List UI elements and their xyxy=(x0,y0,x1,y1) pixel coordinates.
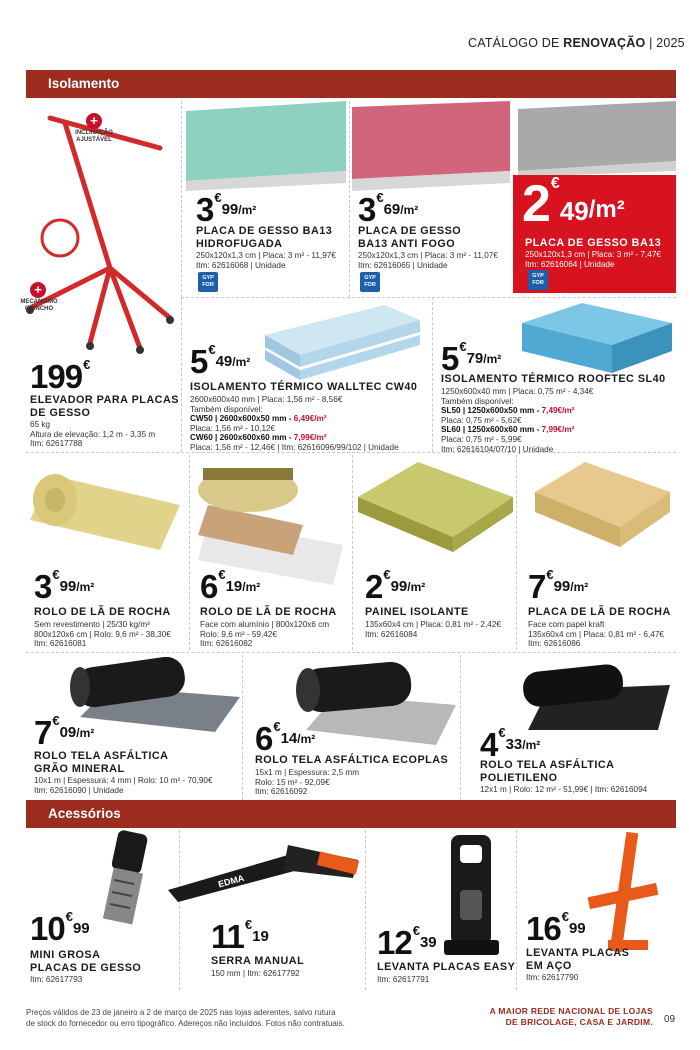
price: $4^€33^{/m^2}$ xyxy=(480,725,541,763)
product-desc: Itm: 62617791 xyxy=(377,975,430,984)
product-desc: 10x1 m | Espessura: 4 mm | Rolo: 10 m² - 70,90€ Itm: 62616090 | Unidade xyxy=(34,776,213,795)
product-title: MINI GROSA PLACAS DE GESSO xyxy=(30,949,142,974)
rockwool-roll-image xyxy=(30,465,182,550)
product-title: ROLO DE LÃ DE ROCHA xyxy=(200,606,337,618)
green-plasterboard-image xyxy=(186,101,346,191)
price: $5^€79^{/m^2}$ xyxy=(441,339,502,377)
divider xyxy=(26,652,676,653)
foil-rockwool-roll-image xyxy=(193,460,348,585)
divider xyxy=(352,455,353,650)
pink-plasterboard-image xyxy=(352,101,510,191)
asphalt-roll-polyethylene-image xyxy=(518,660,670,735)
price: 10€99 xyxy=(30,909,90,947)
divider xyxy=(516,830,517,990)
gypfor-logo-icon: GYP FOR xyxy=(528,270,548,290)
product-title: ROLO TELA ASFÁLTICA POLIETILENO xyxy=(480,759,615,784)
price: $7^€09^{/m^2}$ xyxy=(34,713,95,751)
steel-panel-lifter-image xyxy=(583,830,663,960)
product-title: ISOLAMENTO TÉRMICO ROOFTEC SL40 xyxy=(441,373,666,385)
product-title: PLACA DE LÃ DE ROCHA xyxy=(528,606,671,618)
insulating-panel-image xyxy=(358,462,513,552)
product-title: LEVANTA PLACAS EASY xyxy=(377,961,516,973)
panel-lifter-easy-image xyxy=(436,830,511,960)
brand-label: EDMA xyxy=(217,872,246,890)
price: $6^€14^{/m^2}$ xyxy=(255,719,316,757)
grey-plasterboard-image xyxy=(518,101,676,177)
product-title: ELEVADOR PARA PLACAS DE GESSO xyxy=(30,394,179,419)
divider xyxy=(516,455,517,650)
product-title: PLACA DE GESSO BA13 HIDROFUGADA xyxy=(196,225,333,250)
page-number: 09 xyxy=(664,1014,676,1025)
section-isolamento: Isolamento xyxy=(26,70,676,98)
product-desc: 1250x600x40 mm | Placa: 0,75 m² - 4,34€ Também disponível: SL50 | 1250x600x50 mm - 7,49€/m² Placa: 0,75 m² - 5,62€ SL60 | 1250x600x60 mm - 7,99€/m² Placa: 0,75 m² - 5,99€ Itm: 62616104/07/10 | Unidade xyxy=(441,387,594,454)
divider xyxy=(242,655,243,800)
divider xyxy=(181,101,182,297)
price: 12€39 xyxy=(377,923,437,961)
blue-insulation-boards-image xyxy=(265,305,420,380)
product-title: ISOLAMENTO TÉRMICO WALLTEC CW40 xyxy=(190,381,418,393)
product-desc: 135x60x4 cm | Placa: 0,81 m² - 2,42€ Itm: 62616084 xyxy=(365,620,501,639)
divider xyxy=(460,655,461,800)
product-title: PLACA DE GESSO BA13 xyxy=(525,237,662,249)
divider xyxy=(432,297,433,452)
product-title: LEVANTA PLACAS EM AÇO xyxy=(526,947,630,972)
product-desc: 65 kg Altura de elevação: 1,2 m - 3,35 m Itm: 62617788 xyxy=(30,420,156,449)
rasp-tool-image xyxy=(100,830,160,925)
price: $3^€99^{/m^2}$ xyxy=(34,567,95,605)
kraft-rockwool-panel-image xyxy=(535,462,670,547)
divider xyxy=(189,455,190,650)
product-desc: 250x120x1,3 cm | Placa: 3 m² - 11,97€ Itm: 62616068 | Unidade xyxy=(196,251,336,270)
product-desc: 250x120x1,3 cm | Placa: 3 m² - 7,47€ Itm: 62616064 | Unidade xyxy=(525,250,661,269)
product-title: ROLO DE LÃ DE ROCHA xyxy=(34,606,171,618)
badge-label: INCLINAÇÃO AJUSTÁVEL xyxy=(75,130,113,143)
price: $7^€99^{/m^2}$ xyxy=(528,567,589,605)
product-title: PLACA DE GESSO BA13 ANTI FOGO xyxy=(358,225,462,250)
product-desc: 150 mm | Itm: 62617792 xyxy=(211,969,300,978)
price: 199€ xyxy=(30,357,91,395)
divider xyxy=(181,297,676,298)
product-desc: 15x1 m | Espessura: 2,5 mm Rolo: 15 m² - 92,09€ Itm: 62616092 xyxy=(255,768,360,797)
price: 11€19 xyxy=(211,917,269,955)
product-desc: Itm: 62617790 xyxy=(526,973,579,982)
badge-label: MECANISMO GUINCHO xyxy=(20,299,58,312)
gypfor-logo-icon: GYP FOR xyxy=(360,272,380,292)
gypfor-logo-icon: GYP FOR xyxy=(198,272,218,292)
price: $3^€69^{/m^2}$ xyxy=(358,190,419,228)
section-acessorios: Acessórios xyxy=(26,800,676,828)
product-desc: 250x120x1,3 cm | Placa: 3 m² - 11,07€ Itm: 62616065 | Unidade xyxy=(358,251,498,270)
product-title: ROLO TELA ASFÁLTICA GRÃO MINERAL xyxy=(34,750,169,775)
asphalt-roll-ecoplas-image xyxy=(296,660,456,745)
product-desc: 2600x600x40 mm | Placa: 1,56 m² - 8,56€ Também disponível: CW50 | 2600x600x50 mm - 6,49€/m² Placa: 1,56 m² - 10,12€ CW60 | 2600x600x60 mm - 7,99€/m² Placa: 1,56 m² - 12,46€ | Itm: 62616096/99/102 | Unidade xyxy=(190,395,399,452)
hand-saw-image xyxy=(168,830,363,905)
price: $2^€99^{/m^2}$ xyxy=(365,567,426,605)
divider xyxy=(181,297,182,452)
product-desc: Sem revestimento | 25/30 kg/m³ 800x120x6 cm | Rolo: 9,6 m² - 38,30€ Itm: 62616081 xyxy=(34,620,171,649)
product-title: PAINEL ISOLANTE xyxy=(365,606,469,618)
price: $6^€19^{/m^2}$ xyxy=(200,567,261,605)
product-desc: Face com alumínio | 800x120x6 cm Rolo: 9,6 m² - 59,42€ Itm: 62616082 xyxy=(200,620,330,649)
plasterboard-lift-image xyxy=(20,108,180,358)
blue-roof-insulation-image xyxy=(522,303,672,373)
price: 16€99 xyxy=(526,909,586,947)
product-desc: 12x1 m | Rolo: 12 m² - 51,99€ | Itm: 62616094 xyxy=(480,785,648,794)
legal-note: Preços válidos de 23 de janeiro a 2 de março de 2025 nas lojas aderentes, salvo rutura de stock do fornecedor ou erro tipográfico. Adereços não incluídos. Fotos não contratuais. xyxy=(26,1008,345,1028)
plus-icon: + xyxy=(86,113,102,129)
divider xyxy=(349,101,350,297)
product-desc: Itm: 62617793 xyxy=(30,975,83,984)
product-title: ROLO TELA ASFÁLTICA ECOPLAS xyxy=(255,754,449,766)
catalog-header: CATÁLOGO DE RENOVAÇÃO | 2025 xyxy=(468,36,685,50)
product-title: SERRA MANUAL xyxy=(211,955,305,967)
product-desc: Face com papel kraft 135x60x4 cm | Placa: 0,81 m² - 6,47€ Itm: 62616086 xyxy=(528,620,664,649)
divider xyxy=(365,830,366,990)
brand-slogan: A MAIOR REDE NACIONAL DE LOJAS DE BRICOLAGE, CASA E JARDIM. xyxy=(489,1006,653,1027)
price: $5^€49^{/m^2}$ xyxy=(190,342,251,380)
asphalt-roll-mineral-image xyxy=(70,657,240,732)
plus-icon: + xyxy=(30,282,46,298)
price: 2€49/m² xyxy=(522,175,625,233)
price: $3^€99^{/m^2}$ xyxy=(196,190,257,228)
